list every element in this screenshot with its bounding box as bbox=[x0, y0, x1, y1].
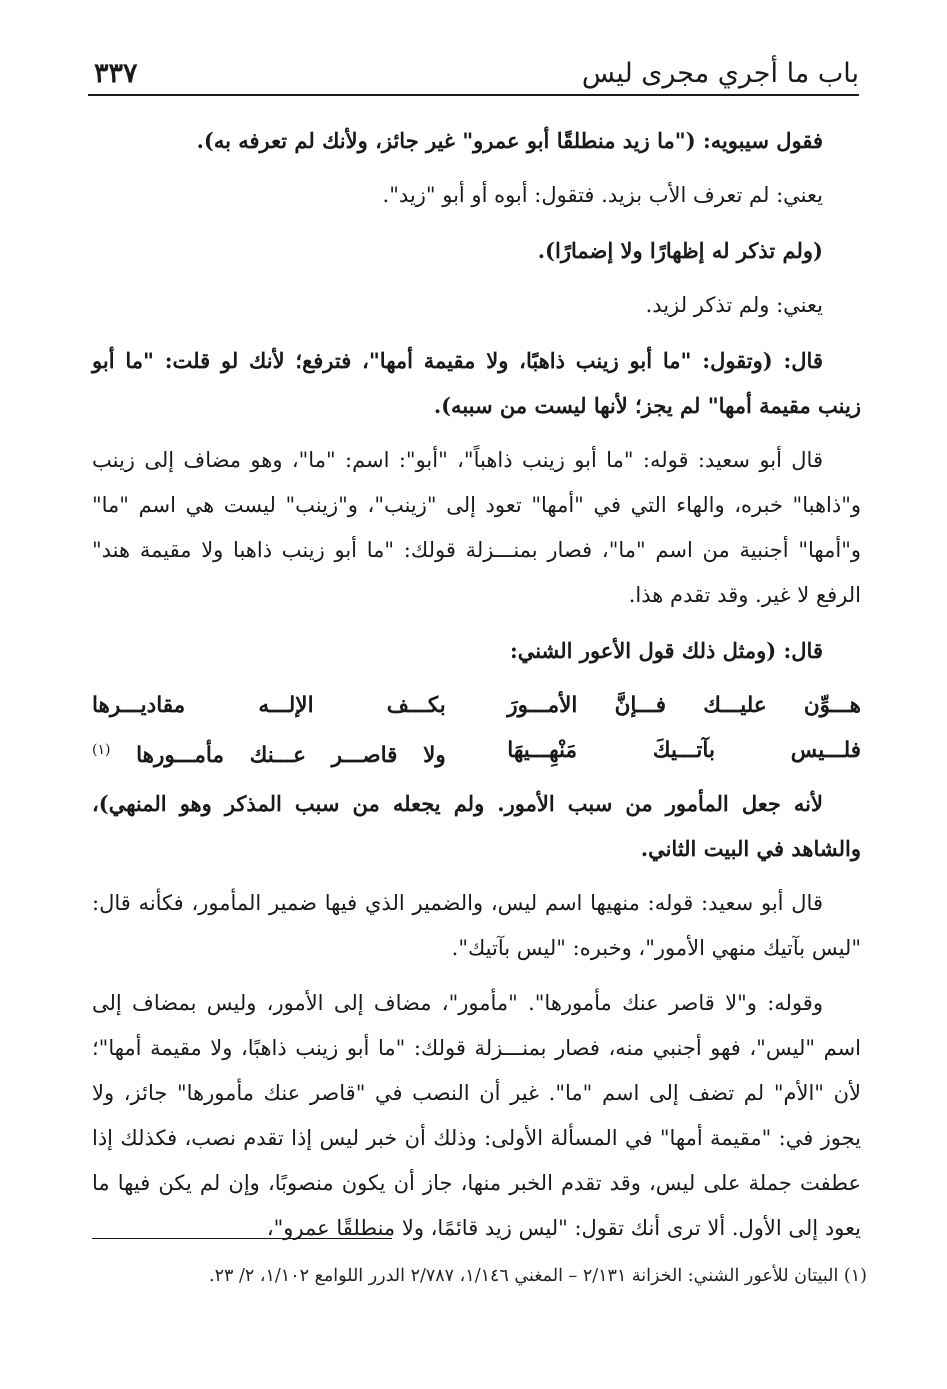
paragraph-2: يعني: لم تعرف الأب بزيد. فتقول: أبوه أو أبو "زيد". bbox=[382, 183, 823, 207]
paragraph-4: يعني: ولم تذكر لزيد. bbox=[645, 293, 823, 317]
paragraph-9: قال أبو سعيد: قوله: منهيها اسم ليس، والضمير الذي فيها ضمير المأمور، فكأنه قال: "ليس بآتيك منهي الأمور"، وخبره: "ليس بآتيك". bbox=[92, 891, 861, 960]
footnote-marker: (١) bbox=[92, 742, 111, 758]
paragraph-7: قال: (ومثل ذلك قول الأعور الشني: bbox=[509, 638, 823, 663]
paragraph-8: لأنه جعل المأمور من سبب الأمور. ولم يجعله من سبب المذكر وهو المنهي)، والشاهد في البيت الثاني. bbox=[92, 791, 861, 861]
verse-1-second-half: بكـــف الإلـــه مقاديـــرها bbox=[92, 693, 446, 718]
paragraph-10: وقوله: و"لا قاصر عنك مأمورها". "مأمور"، مضاف إلى الأمور، وليس بمضاف إلى اسم "ليس"، فهو أجنبي منه، فصار بمنـــزلة قولك: "ما أبو زينب ذاهبًا، ولا مقيمة أمها"؛ لأن "الأم" لم تضف إلى اسم "ما". غير أن النصب في "قاصر عنك مأمورها" جائز، ولا يجوز في: "مقيمة أمها" في المسألة الأولى: وذلك أن خبر ليس إذا تقدم نصب، فكذلك إذا عطفت جملة على ليس، وقد تقدم الخبر منها، جاز أن يكون منصوبًا، وإن لم يكن فيها ما يعود إلى الأول. ألا ترى أنك تقول: "ليس زيد قائمًا، ولا منطلقًا عمرو"، bbox=[92, 991, 861, 1240]
paragraph-1: فقول سيبويه: ("ما زيد منطلقًا أبو عمرو" غير جائز، ولأنك لم تعرفه به). bbox=[196, 128, 823, 153]
footnote: (١) البيتان للأعور الشني: الخزانة ٢/١٣١ – المغني ١/١٤٦، ٢/٧٨٧ الدرر اللوامع ١/١٠٢، ٢/ ٢٣. bbox=[209, 1266, 867, 1286]
verse-line-1 bbox=[92, 683, 861, 728]
verse-2-first-half: فلـــيس بآتـــيكَ مَنْهِـــيهَا bbox=[507, 738, 861, 763]
verse-2-second-half-text: ولا قاصـــر عـــنك مأمـــورها bbox=[136, 743, 446, 769]
verse-2-second-half bbox=[92, 728, 446, 773]
paragraph-3: (ولم تذكر له إظهارًا ولا إضمارًا). bbox=[537, 238, 823, 263]
page-number: ٣٣٧ bbox=[94, 58, 138, 89]
paragraph-5: قال: (وتقول: "ما أبو زينب ذاهبًا، ولا مقيمة أمها"، فترفع؛ لأنك لو قلت: "ما أبو زينب مقيمة أمها" لم يجز؛ لأنها ليست من سببه). bbox=[92, 348, 861, 418]
page-header bbox=[88, 50, 859, 96]
verse-line-2 bbox=[92, 728, 861, 773]
paragraph-6: قال أبو سعيد: قوله: "ما أبو زينب ذاهباً"، "أبو": اسم: "ما"، وهو مضاف إلى زينب و"ذاهبا" خبره، والهاء التي في "أمها" تعود إلى "زينب"، و"زينب" ليست هي اسم "ما" و"أمها" أجنبية من اسم "ما"، فصار بمنـــزلة قولك: "ما أبو زينب ذاهبا ولا مقيمة هند" الرفع لا غير. وقد تقدم هذا. bbox=[92, 448, 861, 607]
running-title: باب ما أجري مجرى ليس bbox=[581, 58, 859, 89]
verse-1-first-half: هـــوِّن عليـــك فـــإنَّ الأمـــورَ bbox=[507, 693, 861, 718]
footnote-divider bbox=[92, 1238, 392, 1239]
main-text bbox=[92, 118, 861, 1261]
poetry-verse bbox=[92, 683, 861, 773]
